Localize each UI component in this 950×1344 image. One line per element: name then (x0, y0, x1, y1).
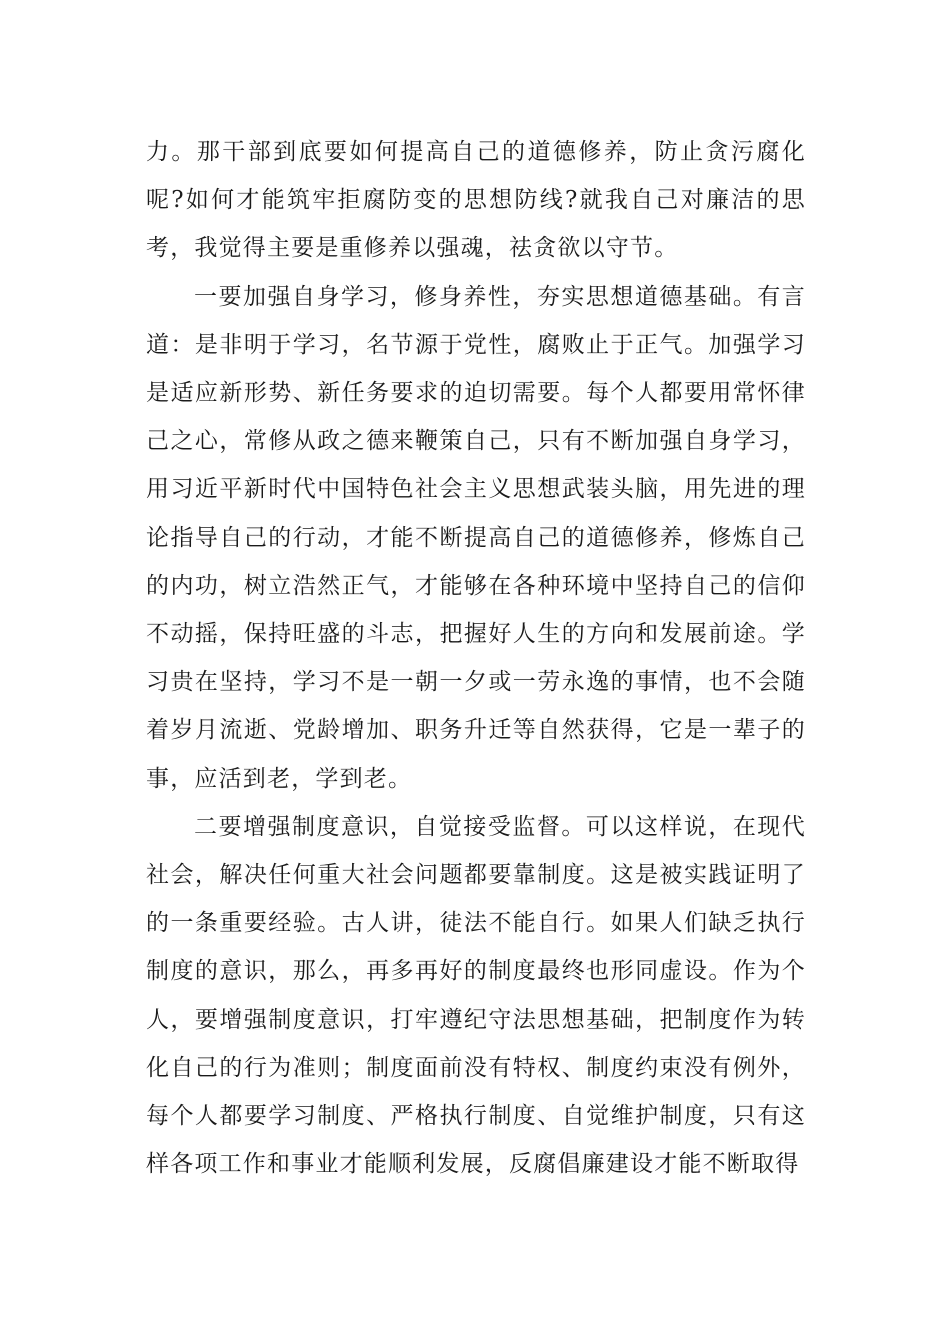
document-body (146, 128, 806, 1188)
paragraph-institution: 二要增强制度意识，自觉接受监督。可以这样说，在现代社会，解决任何重大社会问题都要靠制度。这是被实践证明了的一条重要经验。古人讲，徒法不能自行。如果人们缺乏执行制度的意识，那么，再多再好的制度最终也形同虚设。作为个人，要增强制度意识，打牢遵纪守法思想基础，把制度作为转化自己的行为准则；制度面前没有特权、制度约束没有例外，每个人都要学习制度、严格执行制度、自觉维护制度，只有这样各项工作和事业才能顺利发展，反腐倡廉建设才能不断取得 (146, 813, 806, 1178)
paragraph-continuation: 力。那干部到底要如何提高自己的道德修养，防止贪污腐化呢?如何才能筑牢拒腐防变的思想防线?就我自己对廉洁的思考，我觉得主要是重修养以强魂，祛贪欲以守节。 (146, 139, 806, 262)
paragraph-study: 一要加强自身学习，修身养性，夯实思想道德基础。有言道：是非明于学习，名节源于党性，腐败止于正气。加强学习是适应新形势、新任务要求的迫切需要。每个人都要用常怀律己之心，常修从政之德来鞭策自己，只有不断加强自身学习，用习近平新时代中国特色社会主义思想武装头脑，用先进的理论指导自己的行动，才能不断提高自己的道德修养，修炼自己的内功，树立浩然正气，才能够在各种环境中坚持自己的信仰不动摇，保持旺盛的斗志，把握好人生的方向和发展前途。学习贵在坚持，学习不是一朝一夕或一劳永逸的事情，也不会随着岁月流逝、党龄增加、职务升迁等自然获得，它是一辈子的事，应活到老，学到老。 (146, 283, 806, 792)
